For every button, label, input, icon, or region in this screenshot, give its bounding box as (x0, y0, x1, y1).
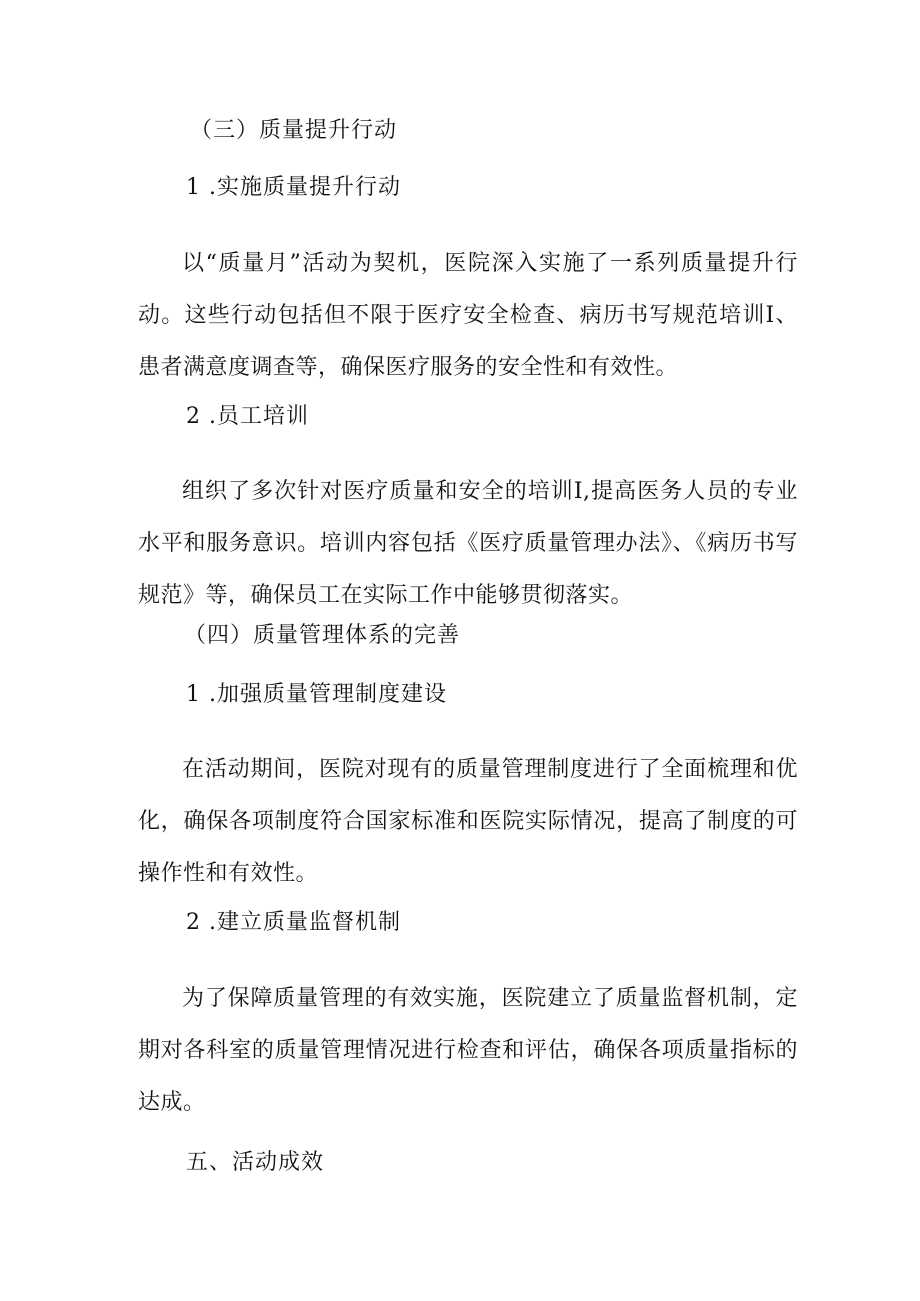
paragraph-supervision-mechanism: 为了保障质量管理的有效实施，医院建立了质量监督机制，定期对各科室的质量管理情况进行检查和评估，确保各项质量指标的达成。 (138, 986, 798, 1115)
paragraph-implement-improvement: 以“质量月”活动为契机，医院深入实施了一系列质量提升行动。这些行动包括但不限于医疗安全检查、病历书写规范培训I、患者满意度调查等，确保医疗服务的安全性和有效性。 (138, 251, 798, 380)
item-heading-system-building: 1 .加强质量管理制度建设 (186, 682, 447, 707)
section-heading-system-improvement: （四）质量管理体系的完善 (184, 623, 461, 648)
section-heading-activity-results: 五、活动成效 (186, 1150, 325, 1175)
section-heading-quality-improvement: （三）质量提升行动 (190, 118, 398, 143)
item-heading-staff-training: 2 .员工培训 (186, 404, 309, 429)
paragraph-staff-training: 组织了多次针对医疗质量和安全的培训I,提高医务人员的专业水平和服务意识。培训内容包括《医疗质量管理办法》、《病历书写规范》等，确保员工在实际工作中能够贯彻落实。 (138, 479, 798, 608)
item-heading-supervision-mechanism: 2 .建立质量监督机制 (186, 910, 401, 935)
item-heading-implement-improvement: 1 .实施质量提升行动 (186, 175, 401, 200)
paragraph-system-building: 在活动期间，医院对现有的质量管理制度进行了全面梳理和优化，确保各项制度符合国家标准和医院实际情况，提高了制度的可操作性和有效性。 (138, 757, 798, 886)
